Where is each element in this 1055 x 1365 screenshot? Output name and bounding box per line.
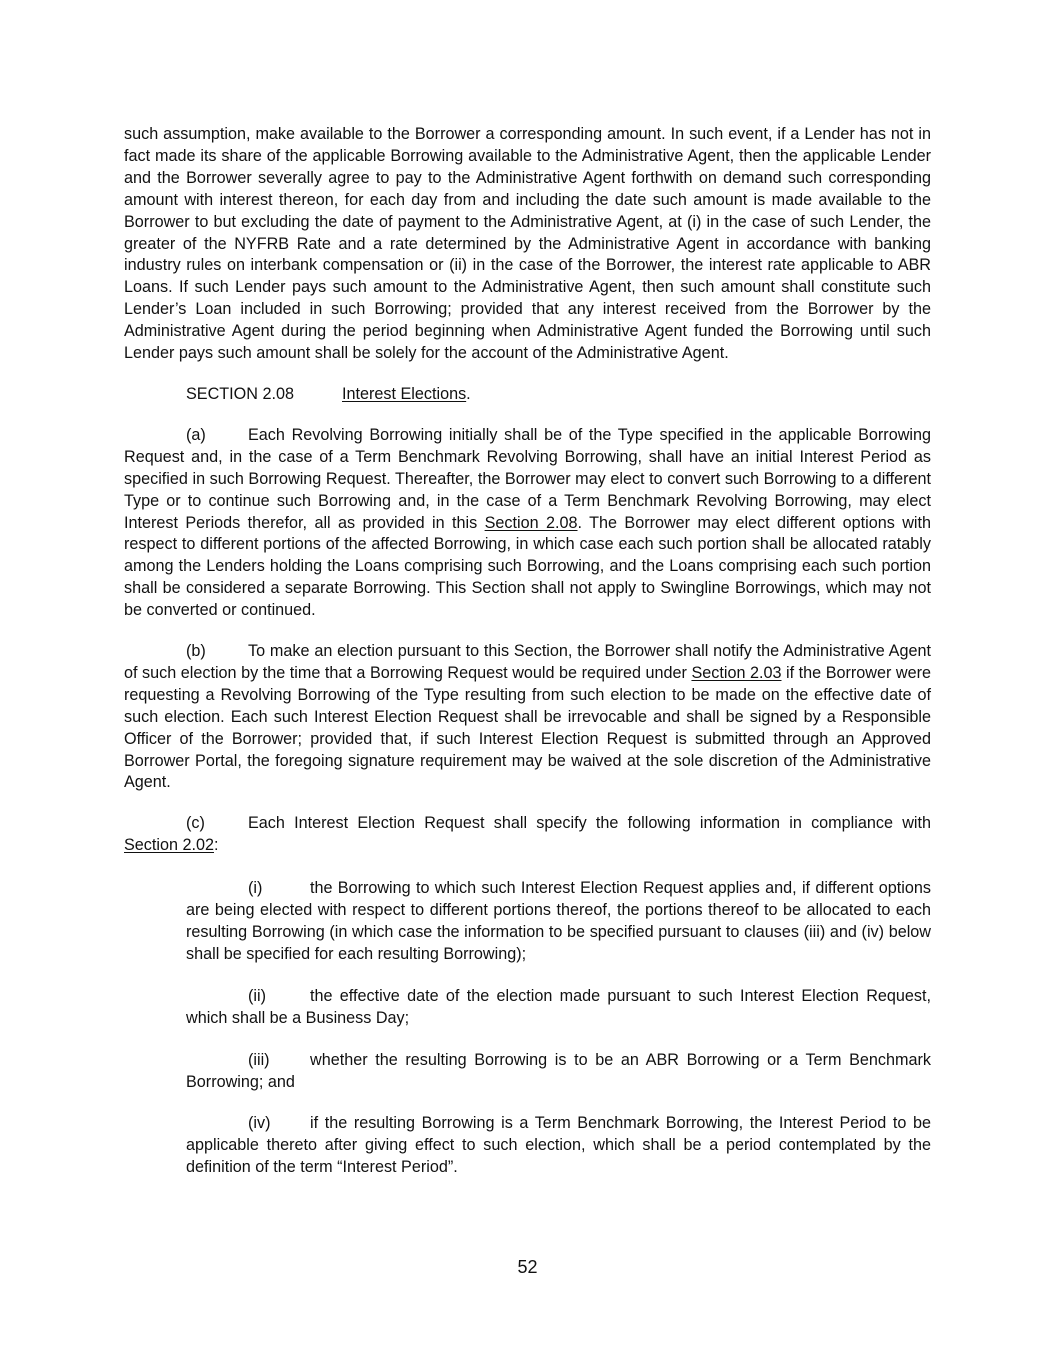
- paragraph-b-text-1: To make an election pursuant to this Section, the Borrower shall notify the Administrative Agent of such election by the time that a Borrowing Request would be required under: [124, 642, 931, 682]
- clause-iv-label: (iv): [248, 1114, 271, 1133]
- paragraph-c-text-2: :: [214, 836, 219, 855]
- paragraph-a-text-2: . The Borrower may elect different options with respect to different portions of the affected Borrowing, in which case each such portion shall be allocated ratably among the Lenders holding the Loans comprising such Borrowing, and the Loans comprising each such portion shall be considered a separate Borrowing. This Section shall not apply to Swingline Borrowings, which may not be converted or continued.: [124, 513, 932, 620]
- section-title-suffix: .: [466, 384, 471, 403]
- clause-i-label: (i): [248, 879, 263, 898]
- clause-iii: [186, 1050, 931, 1094]
- clause-ii-text: the effective date of the election made pursuant to such Interest Election Request, which shall be a Business Day;: [186, 986, 931, 1027]
- paragraph-b-text-2: if the Borrower were requesting a Revolving Borrowing of the Type resulting from such election to be made on the effective date of such election. Each such Interest Election Request shall be irrevocable and shall be signed by a Responsible Officer of the Borrower; provided that, if such Interest Election Request is submitted through an Approved Borrower Portal, the foregoing signature requirement may be waived at the sole discretion of the Administrative Agent.: [124, 663, 931, 792]
- paragraph-c-text-1: Each Interest Election Request shall specify the following information in compliance with: [248, 814, 931, 833]
- paragraph-b: [124, 641, 931, 794]
- clause-ii-label: (ii): [248, 986, 266, 1005]
- clause-ii: [186, 986, 931, 1030]
- clause-i: [186, 878, 931, 966]
- paragraph-c-label: (c): [186, 814, 205, 833]
- section-heading: [124, 384, 931, 406]
- section-reference-2-02: Section 2.02: [124, 836, 214, 855]
- clause-iv: [186, 1113, 931, 1179]
- clause-iv-text: if the resulting Borrowing is a Term Benchmark Borrowing, the Interest Period to be applicable thereto after giving effect to such election, which shall be a period contemplated by the definition of the term “Interest Period”.: [186, 1114, 931, 1177]
- paragraph-b-label: (b): [186, 642, 206, 661]
- clause-i-text: the Borrowing to which such Interest Election Request applies and, if different options are being elected with respect to different portions thereof, the portions thereof to be allocated to each resulting Borrowing (in which case the information to be specified pursuant to clauses (iii) and (iv) below shall be specified for each resulting Borrowing);: [186, 879, 931, 963]
- paragraph-a: [124, 425, 931, 622]
- section-title: Interest Elections: [342, 384, 467, 403]
- paragraph-c: [124, 813, 931, 857]
- section-reference-2-08: Section 2.08: [484, 513, 578, 532]
- section-number: SECTION 2.08: [186, 384, 294, 403]
- page-number: 52: [517, 1257, 538, 1277]
- clause-iii-text: whether the resulting Borrowing is to be an ABR Borrowing or a Term Benchmark Borrowing; and: [186, 1050, 931, 1091]
- continued-paragraph: such assumption, make available to the Borrower a corresponding amount. In such event, if a Lender has not in fact made its share of the applicable Borrowing available to the Administrative Agent, then the applicable Lender and the Borrower severally agree to pay to the Administrative Agent forthwith on demand such corresponding amount with interest thereon, for each day from and including the date such amount is made available to the Borrower to but excluding the date of payment to the Administrative Agent, at (i) in the case of such Lender, the greater of the NYFRB Rate and a rate determined by the Administrative Agent in accordance with banking industry rules on interbank compensation or (ii) in the case of the Borrower, the interest rate applicable to ABR Loans. If such Lender pays such amount to the Administrative Agent, then such amount shall constitute such Lender’s Loan included in such Borrowing; provided that any interest received from the Borrower by the Administrative Agent during the period beginning when Administrative Agent funded the Borrowing until such Lender pays such amount shall be solely for the account of the Administrative Agent.: [124, 125, 931, 363]
- paragraph-a-label: (a): [186, 425, 206, 444]
- section-reference-2-03: Section 2.03: [691, 663, 782, 682]
- clause-iii-label: (iii): [248, 1050, 270, 1069]
- paragraph-a-text-1: Each Revolving Borrowing initially shall be of the Type specified in the applicable Borrowing Request and, in the case of a Term Benchmark Revolving Borrowing, shall have an initial Interest Period as specified in such Borrowing Request. Thereafter, the Borrower may elect to convert such Borrowing to a different Type or to continue such Borrowing and, in the case of a Term Benchmark Revolving Borrowing, may elect Interest Periods therefor, all as provided in this: [124, 425, 931, 532]
- document-page: [124, 124, 931, 1199]
